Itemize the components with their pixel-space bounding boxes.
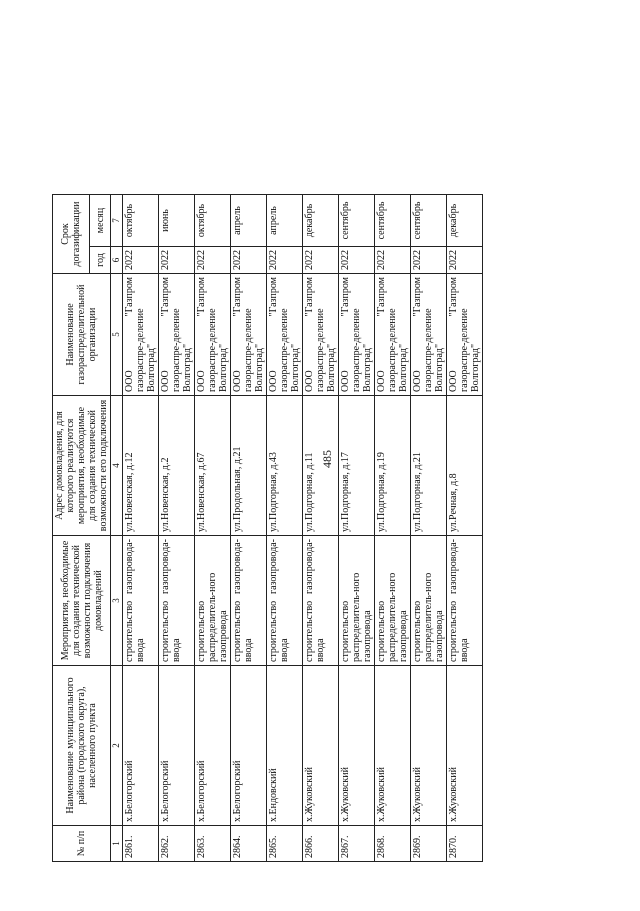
address-cell: ул.Продольная, д.21: [231, 396, 267, 536]
organization-cell: ООО "Газпром газораспре-деление Волгоград": [267, 274, 303, 396]
organization-cell: ООО "Газпром газораспре-деление Волгоград": [375, 274, 411, 396]
table-row: [411, 195, 447, 862]
year-cell: 2022: [339, 247, 375, 274]
column-number-cell: 6: [111, 247, 123, 274]
table-row: [231, 195, 267, 862]
measures-cell: строительство распределитель-ного газопровода: [411, 536, 447, 666]
address-cell: ул.Новенская, д.2: [159, 396, 195, 536]
settlement-cell: х.Жуковский: [411, 666, 447, 826]
page-number: 485: [320, 450, 334, 468]
month-cell: сентябрь: [339, 195, 375, 247]
settlement-cell: х.Белогорский: [195, 666, 231, 826]
measures-cell: строительство газопровода-ввода: [267, 536, 303, 666]
row-number-cell: 2861.: [123, 826, 159, 862]
organization-cell: ООО "Газпром газораспре-деление Волгоград": [159, 274, 195, 396]
settlement-cell: х.Жуковский: [447, 666, 483, 826]
header-year: год: [90, 247, 111, 274]
measures-cell: строительство распределитель-ного газопровода: [375, 536, 411, 666]
year-cell: 2022: [159, 247, 195, 274]
table-row: [159, 195, 195, 862]
settlement-cell: х.Белогорский: [231, 666, 267, 826]
settlement-cell: х.Жуковский: [303, 666, 339, 826]
month-cell: октябрь: [123, 195, 159, 247]
organization-cell: ООО "Газпром газораспре-деление Волгоград": [303, 274, 339, 396]
row-number-cell: 2863.: [195, 826, 231, 862]
address-cell: ул.Новенская, д.12: [123, 396, 159, 536]
settlement-cell: х.Ендовский: [267, 666, 303, 826]
month-cell: декабрь: [447, 195, 483, 247]
header-measures: Мероприятия, необходимые для создания технической возможности подключения домовладений: [53, 536, 111, 666]
organization-cell: ООО "Газпром газораспре-деление Волгоград": [447, 274, 483, 396]
measures-cell: строительство газопровода-ввода: [159, 536, 195, 666]
year-cell: 2022: [267, 247, 303, 274]
column-number-row: [111, 195, 123, 862]
organization-cell: ООО "Газпром газораспре-деление Волгоград": [231, 274, 267, 396]
table-row: [267, 195, 303, 862]
month-cell: апрель: [231, 195, 267, 247]
settlement-cell: х.Белогорский: [123, 666, 159, 826]
month-cell: июнь: [159, 195, 195, 247]
column-number-cell: 7: [111, 195, 123, 247]
measures-cell: строительство газопровода-ввода: [303, 536, 339, 666]
gasification-table: [52, 194, 483, 862]
header-number: № п/п: [53, 826, 111, 862]
year-cell: 2022: [195, 247, 231, 274]
year-cell: 2022: [231, 247, 267, 274]
address-cell: ул.Подгорная, д.19: [375, 396, 411, 536]
header-district: Наименование муниципального района (городского округа), населенного пункта: [53, 666, 111, 826]
row-number-cell: 2862.: [159, 826, 195, 862]
organization-cell: ООО "Газпром газораспре-деление Волгоград": [195, 274, 231, 396]
month-cell: сентябрь: [375, 195, 411, 247]
row-number-cell: 2865.: [267, 826, 303, 862]
row-number-cell: 2866.: [303, 826, 339, 862]
column-number-cell: 1: [111, 826, 123, 862]
organization-cell: ООО "Газпром газораспре-деление Волгоград": [123, 274, 159, 396]
row-number-cell: 2864.: [231, 826, 267, 862]
settlement-cell: х.Жуковский: [375, 666, 411, 826]
row-number-cell: 2868.: [375, 826, 411, 862]
table-row: [375, 195, 411, 862]
settlement-cell: х.Жуковский: [339, 666, 375, 826]
row-number-cell: 2870.: [447, 826, 483, 862]
table-body: [123, 195, 483, 862]
row-number-cell: 2867.: [339, 826, 375, 862]
year-cell: 2022: [411, 247, 447, 274]
address-cell: ул.Подгорная, д.11: [303, 396, 339, 536]
column-number-cell: 5: [111, 274, 123, 396]
year-cell: 2022: [375, 247, 411, 274]
table-row: [303, 195, 339, 862]
month-cell: октябрь: [195, 195, 231, 247]
measures-cell: строительство газопровода-ввода: [447, 536, 483, 666]
month-cell: сентябрь: [411, 195, 447, 247]
header-organization: Наименование газораспределительной организации: [53, 274, 111, 396]
year-cell: 2022: [303, 247, 339, 274]
table-row: [447, 195, 483, 862]
year-cell: 2022: [447, 247, 483, 274]
address-cell: ул.Подгорная, д.43: [267, 396, 303, 536]
header-month: месяц: [90, 195, 111, 247]
year-cell: 2022: [123, 247, 159, 274]
organization-cell: ООО "Газпром газораспре-деление Волгоград": [339, 274, 375, 396]
measures-cell: строительство газопровода-ввода: [231, 536, 267, 666]
header-deadline-group: Срок догазификации: [53, 195, 90, 274]
measures-cell: строительство распределитель-ного газопровода: [339, 536, 375, 666]
column-number-cell: 2: [111, 666, 123, 826]
table-row: [123, 195, 159, 862]
row-number-cell: 2869.: [411, 826, 447, 862]
address-cell: ул.Подгорная, д.21: [411, 396, 447, 536]
column-number-cell: 4: [111, 396, 123, 536]
settlement-cell: х.Белогорский: [159, 666, 195, 826]
measures-cell: строительство газопровода-ввода: [123, 536, 159, 666]
address-cell: ул.Новенская, д.67: [195, 396, 231, 536]
table-row: [339, 195, 375, 862]
month-cell: апрель: [267, 195, 303, 247]
address-cell: ул.Подгорная, д.17: [339, 396, 375, 536]
table-row: [195, 195, 231, 862]
column-number-cell: 3: [111, 536, 123, 666]
measures-cell: строительство распределитель-ного газопровода: [195, 536, 231, 666]
address-cell: ул.Речная, д.8: [447, 396, 483, 536]
organization-cell: ООО "Газпром газораспре-деление Волгоград": [411, 274, 447, 396]
month-cell: декабрь: [303, 195, 339, 247]
header-address: Адрес домовладения, для которого реализуются мероприятия, необходимые для создания технической возможности его подключения: [53, 396, 111, 536]
